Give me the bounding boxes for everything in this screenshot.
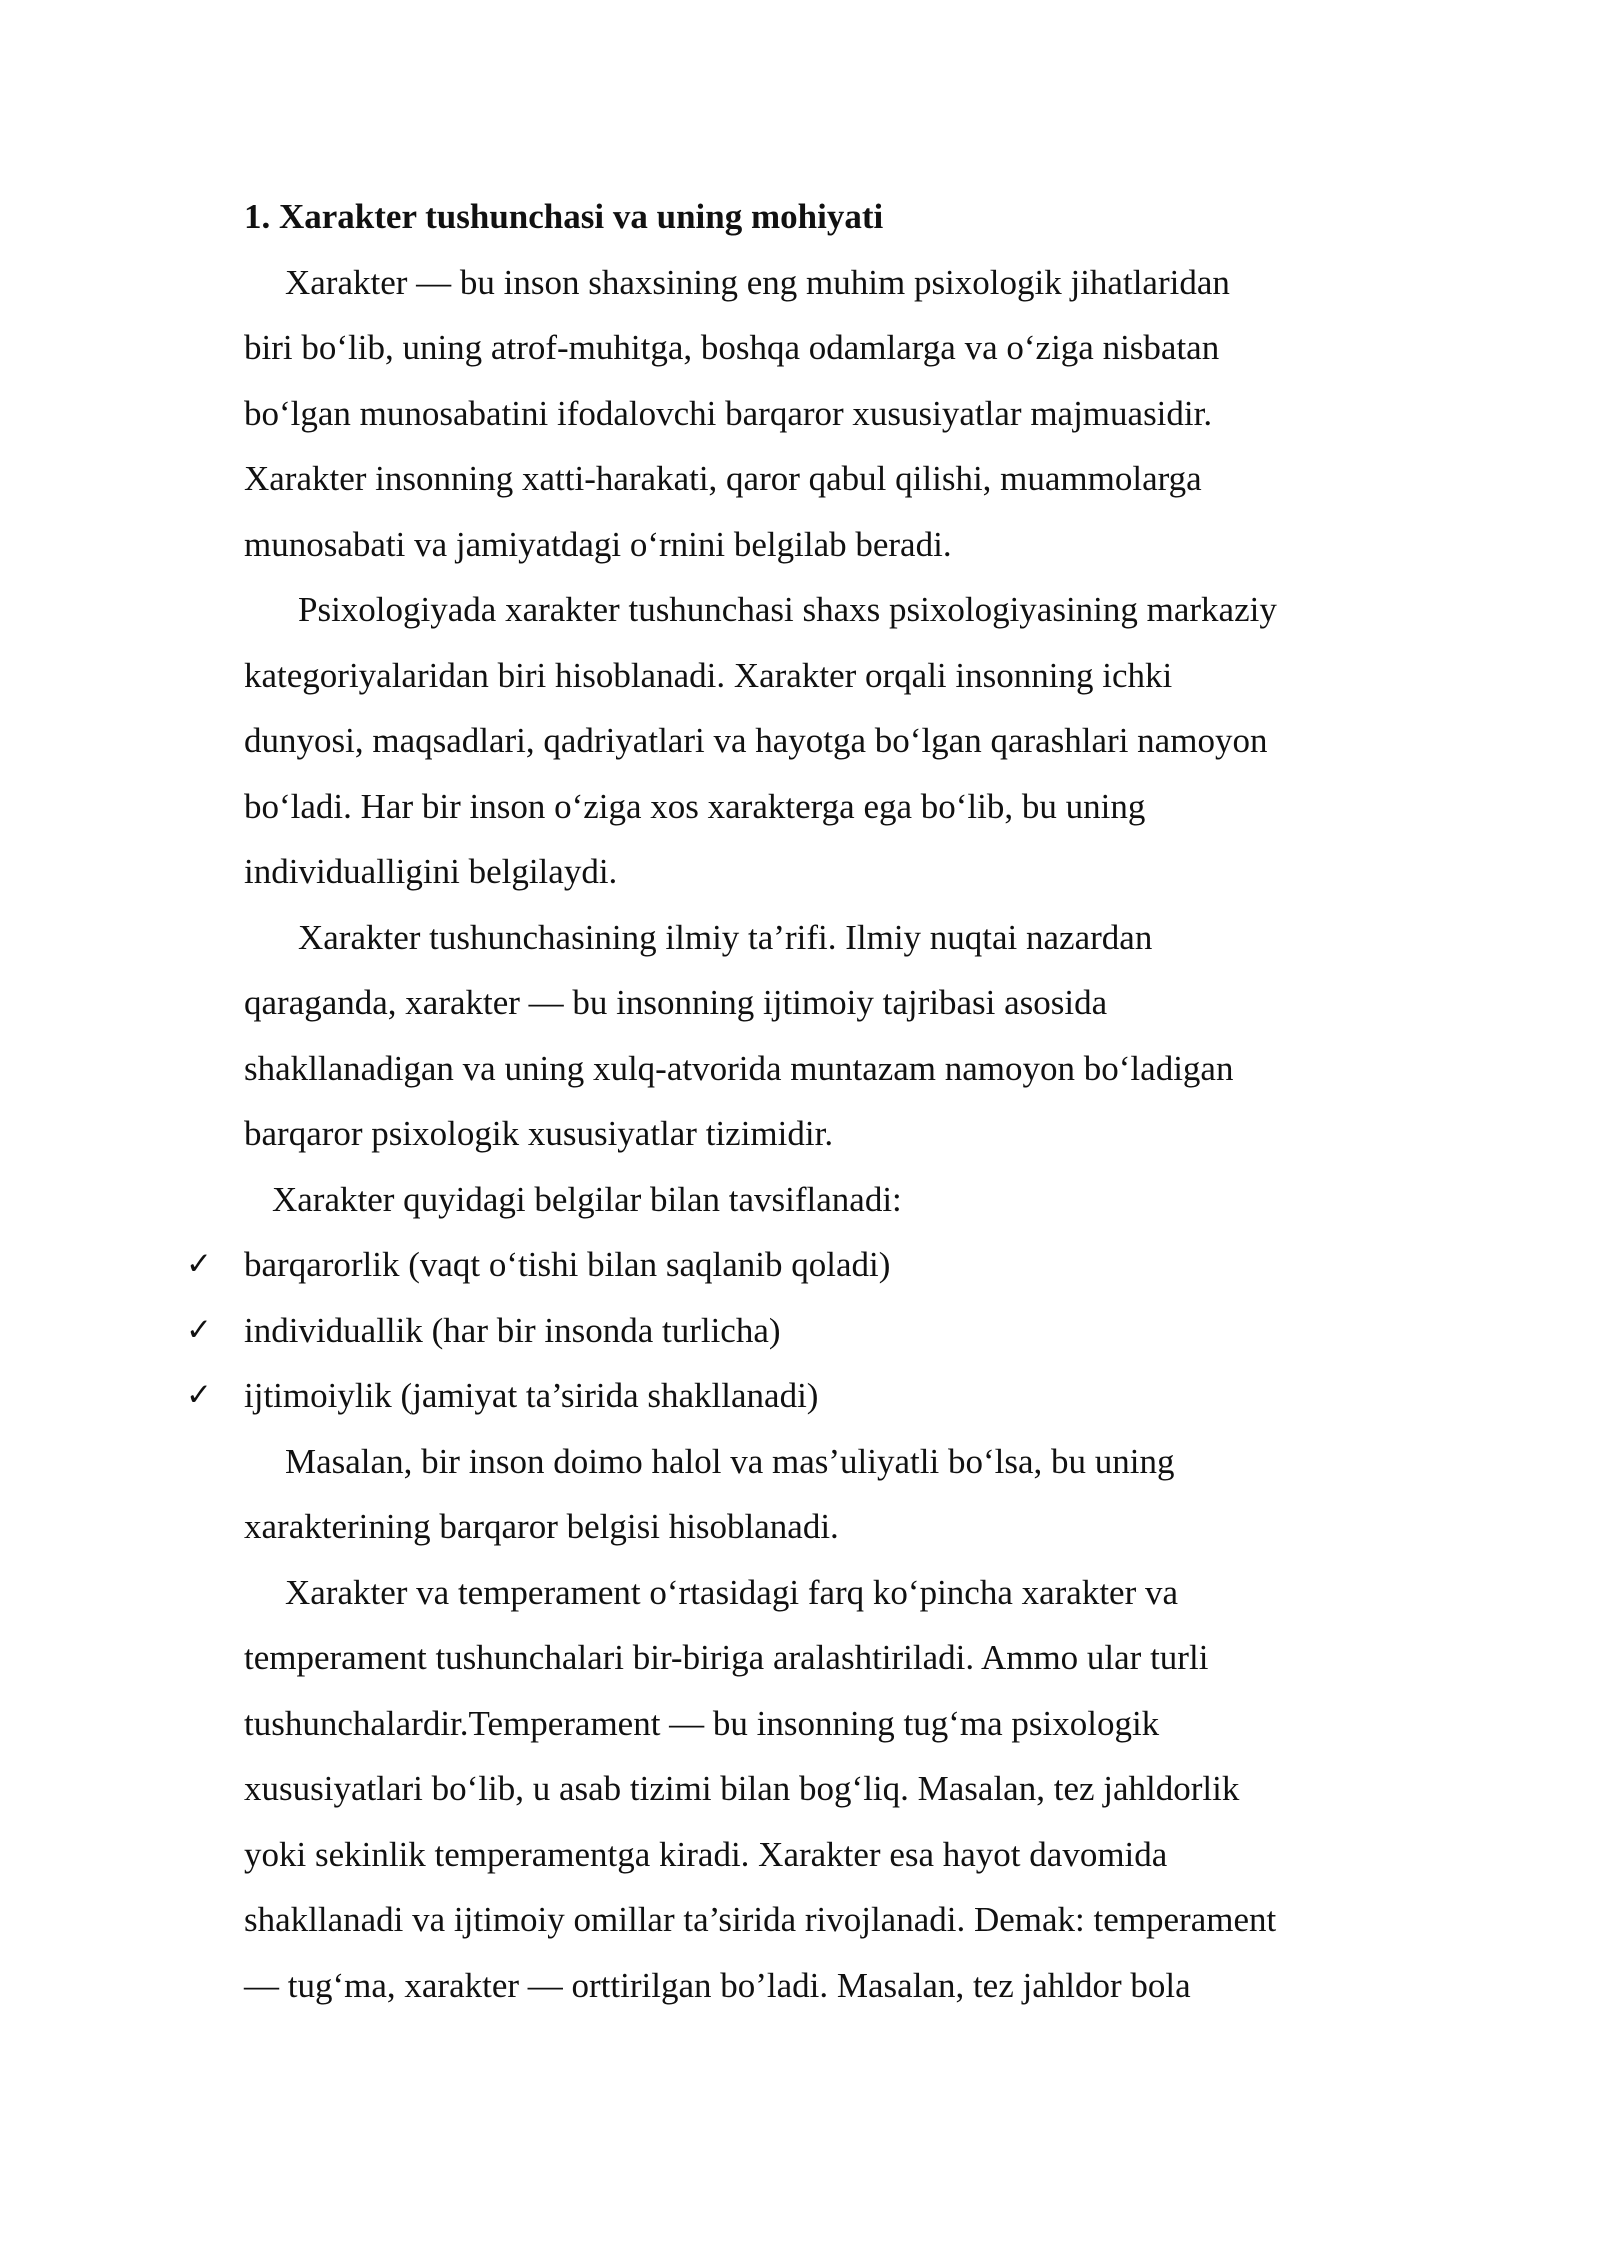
text-line: barqaror psixologik xususiyatlar tizimidir. xyxy=(244,1114,834,1153)
text-line: bo‘lgan munosabatini ifodalovchi barqaror xususiyatlar majmuasidir. xyxy=(244,393,1213,433)
text-line: biri bo‘lib, uning atrof-muhitga, boshqa odamlarga va o‘ziga nisbatan xyxy=(244,328,1220,367)
text-line: Psixologiyada xarakter tushunchasi shaxs psixologiyasining markaziy xyxy=(298,590,1277,629)
text-line: temperament tushunchalari bir-biriga aralashtiriladi. Ammo ular turli xyxy=(244,1638,1209,1677)
text-line: Xarakter tushunchasining ilmiy ta’rifi. Ilmiy nuqtai nazardan xyxy=(298,917,1153,957)
list-item xyxy=(186,1232,1384,1298)
text-line: shakllanadi va ijtimoiy omillar ta’sirida rivojlanadi. Demak: temperament xyxy=(244,1900,1277,1939)
list-item xyxy=(186,1298,1384,1364)
text-line: munosabati va jamiyatdagi o‘rnini belgilab beradi. xyxy=(244,524,952,564)
paragraph-scientific-definition xyxy=(244,905,1384,1167)
paragraph-temperament xyxy=(244,1560,1384,2019)
text-line: qaraganda, xarakter — bu insonning ijtimoiy tajribasi asosida xyxy=(244,983,1108,1022)
check-mark-icon: ✓ xyxy=(186,1377,212,1413)
list-item-text: individuallik (har bir insonda turlicha) xyxy=(244,1310,781,1350)
list-item-text: ijtimoiylik (jamiyat ta’sirida shakllanadi) xyxy=(244,1376,819,1415)
section-heading: 1. Xarakter tushunchasi va uning mohiyati xyxy=(244,197,884,236)
check-mark-icon: ✓ xyxy=(186,1311,212,1348)
list-intro: Xarakter quyidagi belgilar bilan tavsiflanadi: xyxy=(272,1179,902,1219)
check-mark-icon: ✓ xyxy=(186,1246,212,1282)
text-line: Xarakter — bu inson shaxsining eng muhim psixologik jihatlaridan xyxy=(285,262,1230,302)
list-item xyxy=(186,1363,1384,1429)
text-line: kategoriyalaridan biri hisoblanadi. Xarakter orqali insonning ichki xyxy=(244,655,1173,695)
text-line: Xarakter va temperament o‘rtasidagi farq ko‘pincha xarakter va xyxy=(285,1572,1179,1612)
text-line: individualligini belgilaydi. xyxy=(244,852,618,891)
text-line: yoki sekinlik temperamentga kiradi. Xarakter esa hayot davomida xyxy=(244,1834,1168,1874)
text-line: xarakterining barqaror belgisi hisoblanadi. xyxy=(244,1507,839,1546)
text-line: xususiyatlari bo‘lib, u asab tizimi bilan bog‘liq. Masalan, tez jahldorlik xyxy=(244,1769,1240,1808)
text-line: tushunchalardir.Temperament — bu insonning tug‘ma psixologik xyxy=(244,1703,1160,1743)
text-line: bo‘ladi. Har bir inson o‘ziga xos xarakterga ega bo‘lib, bu uning xyxy=(244,786,1146,826)
text-line: shakllanadigan va uning xulq-atvorida muntazam namoyon bo‘ladigan xyxy=(244,1048,1234,1088)
list-item-text: barqarorlik (vaqt o‘tishi bilan saqlanib qoladi) xyxy=(244,1245,891,1284)
document-body xyxy=(186,184,1384,2018)
paragraph-definition xyxy=(244,250,1384,578)
feature-list xyxy=(186,1232,1384,1429)
paragraph-example xyxy=(244,1429,1384,1560)
text-line: dunyosi, maqsadlari, qadriyatlari va hayotga bo‘lgan qarashlari namoyon xyxy=(244,721,1268,760)
paragraph-psychology xyxy=(244,577,1384,905)
text-line: Xarakter insonning xatti-harakati, qaror qabul qilishi, muammolarga xyxy=(244,459,1202,498)
text-line: — tug‘ma, xarakter — orttirilgan bo’ladi. Masalan, tez jahldor bola xyxy=(244,1965,1191,2005)
text-line: Masalan, bir inson doimo halol va mas’uliyatli bo‘lsa, bu uning xyxy=(285,1441,1175,1481)
